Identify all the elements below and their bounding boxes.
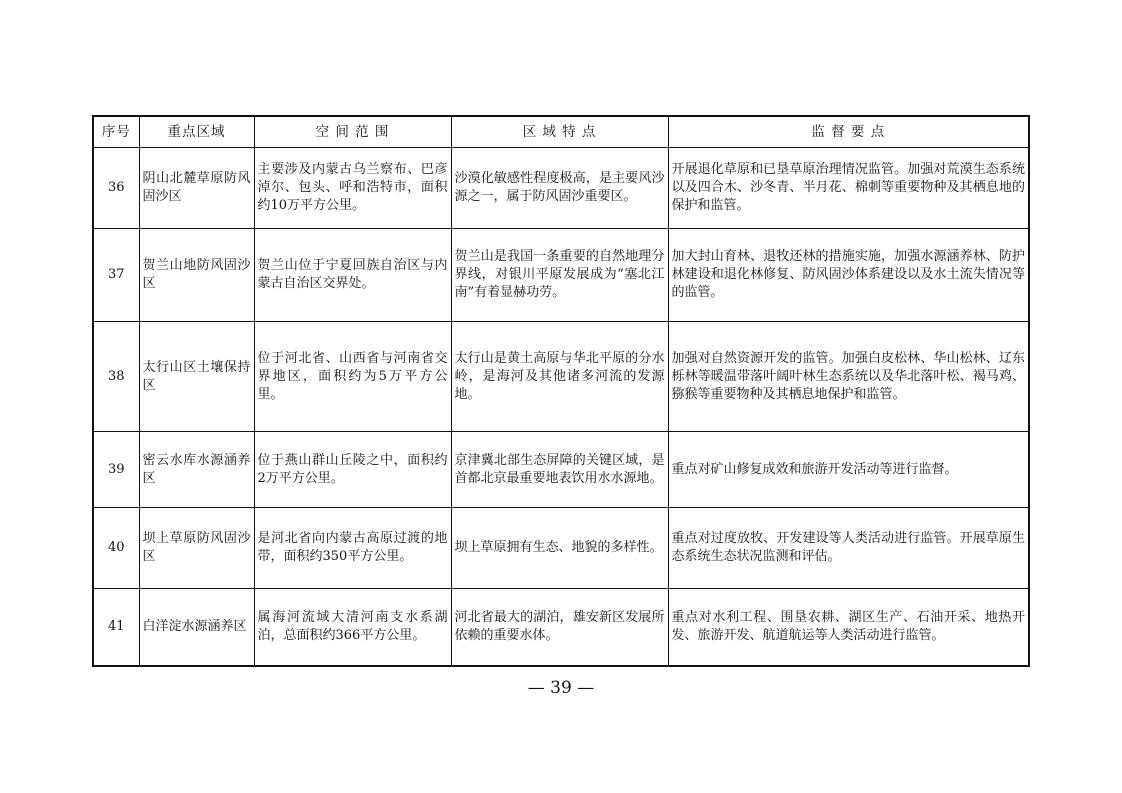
row-features: 贺兰山是我国一条重要的自然地理分界线，对银川平原发展成为“塞北江南”有着显赫功劳。 (451, 229, 668, 322)
table-row (93, 432, 1029, 508)
header-serial-number: 序号 (93, 116, 139, 148)
row-scope: 位于燕山群山丘陵之中，面积约2万平方公里。 (254, 432, 451, 508)
header-key-region: 重点区域 (139, 116, 254, 148)
row-number: 40 (93, 508, 139, 589)
row-number: 39 (93, 432, 139, 508)
row-features: 太行山是黄土高原与华北平原的分水岭，是海河及其他诸多河流的发源地。 (451, 322, 668, 432)
row-features: 河北省最大的湖泊，雄安新区发展所依赖的重要水体。 (451, 589, 668, 667)
row-number: 38 (93, 322, 139, 432)
row-region: 密云水库水源涵养区 (139, 432, 254, 508)
row-scope: 主要涉及内蒙古乌兰察布、巴彦淖尔、包头、呼和浩特市，面积约10万平方公里。 (254, 148, 451, 229)
row-region: 坝上草原防风固沙区 (139, 508, 254, 589)
row-scope: 贺兰山位于宁夏回族自治区与内蒙古自治区交界处。 (254, 229, 451, 322)
row-supervision-points: 开展退化草原和已垦草原治理情况监管。加强对荒漠生态系统以及四合木、沙冬青、半月花、棉刺等重要物种及其栖息地的保护和监管。 (668, 148, 1029, 229)
row-region: 贺兰山地防风固沙区 (139, 229, 254, 322)
row-number: 36 (93, 148, 139, 229)
header-spatial-scope: 空 间 范 围 (254, 116, 451, 148)
row-region: 阴山北麓草原防风固沙区 (139, 148, 254, 229)
row-supervision-points: 加强对自然资源开发的监管。加强白皮松林、华山松林、辽东栎林等暖温带落叶阔叶林生态系统以及华北落叶松、褐马鸡、猕猴等重要物种及其栖息地保护和监管。 (668, 322, 1029, 432)
table-row (93, 148, 1029, 229)
row-region: 白洋淀水源涵养区 (139, 589, 254, 667)
row-number: 37 (93, 229, 139, 322)
row-supervision-points: 加大封山育林、退牧还林的措施实施，加强水源涵养林、防护林建设和退化林修复、防风固沙体系建设以及水土流失情况等的监管。 (668, 229, 1029, 322)
row-supervision-points: 重点对水利工程、围垦农耕、湖区生产、石油开采、地热开发、旅游开发、航道航运等人类活动进行监管。 (668, 589, 1029, 667)
table-row (93, 589, 1029, 667)
row-features: 沙漠化敏感性程度极高，是主要风沙源之一，属于防风固沙重要区。 (451, 148, 668, 229)
table-row (93, 229, 1029, 322)
row-supervision-points: 重点对矿山修复成效和旅游开发活动等进行监督。 (668, 432, 1029, 508)
row-features: 京津冀北部生态屏障的关键区域，是首都北京最重要地表饮用水水源地。 (451, 432, 668, 508)
key-regions-table (92, 115, 1030, 667)
supervision-table-container (92, 115, 1028, 667)
table-row (93, 322, 1029, 432)
row-scope: 位于河北省、山西省与河南省交界地区，面积约为5万平方公里。 (254, 322, 451, 432)
header-region-features: 区 域 特 点 (451, 116, 668, 148)
row-region: 太行山区土壤保持区 (139, 322, 254, 432)
row-supervision-points: 重点对过度放牧、开发建设等人类活动进行监管。开展草原生态系统生态状况监测和评估。 (668, 508, 1029, 589)
row-features: 坝上草原拥有生态、地貌的多样性。 (451, 508, 668, 589)
page-number: — 39 — (527, 678, 595, 698)
row-number: 41 (93, 589, 139, 667)
table-row (93, 508, 1029, 589)
table-header-row (93, 116, 1029, 148)
header-supervision-points: 监 督 要 点 (668, 116, 1029, 148)
row-scope: 属海河流域大清河南支水系湖泊，总面积约366平方公里。 (254, 589, 451, 667)
row-scope: 是河北省向内蒙古高原过渡的地带，面积约350平方公里。 (254, 508, 451, 589)
